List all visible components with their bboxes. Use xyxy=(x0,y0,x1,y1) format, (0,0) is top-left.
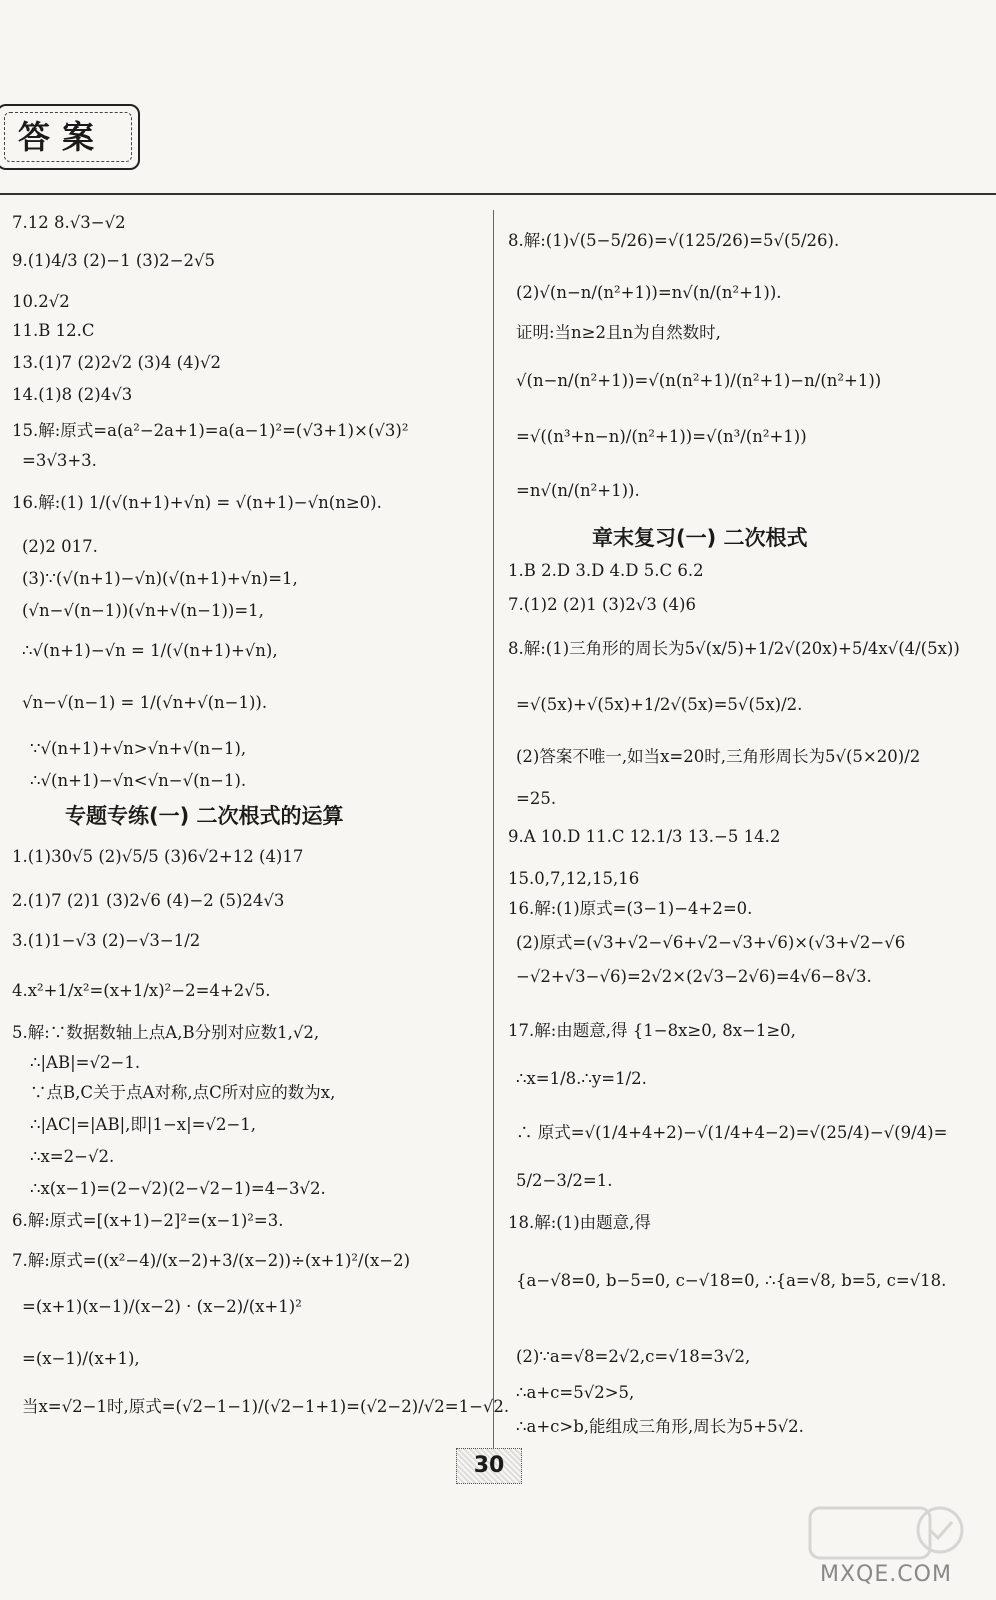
answer-line: (√n−√(n−1))(√n+√(n−1))=1, xyxy=(22,601,264,620)
answer-line: (2)原式=(√3+√2−√6+√2−√3+√6)×(√3+√2−√6 xyxy=(516,933,906,952)
answer-line: 15.0,7,12,15,16 xyxy=(508,869,640,888)
answer-line: 5/2−3/2=1. xyxy=(516,1171,613,1190)
answer-line: 13.(1)7 (2)2√2 (3)4 (4)√2 xyxy=(12,353,221,372)
answer-line: ∴a+c>b,能组成三角形,周长为5+5√2. xyxy=(516,1417,804,1436)
answer-line: ∴x=1/8.∴y=1/2. xyxy=(516,1069,647,1088)
answer-line: ∴|AB|=√2−1. xyxy=(30,1053,141,1072)
answer-line: 7.(1)2 (2)1 (3)2√3 (4)6 xyxy=(508,595,696,614)
answer-line: ∴ 原式=√(1/4+4+2)−√(1/4+4−2)=√(25/4)−√(9/4)= xyxy=(516,1123,948,1142)
answer-line: =√(5x)+√(5x)+1/2√(5x)=5√(5x)/2. xyxy=(516,695,803,714)
answer-line: 14.(1)8 (2)4√3 xyxy=(12,385,133,404)
answer-line: 4.x²+1/x²=(x+1/x)²−2=4+2√5. xyxy=(12,981,271,1000)
answer-line: √(n−n/(n²+1))=√(n(n²+1)/(n²+1)−n/(n²+1)) xyxy=(516,371,882,390)
answer-line: 17.解:由题意,得 {1−8x≥0, 8x−1≥0, xyxy=(508,1021,796,1040)
answer-line: 证明:当n≥2且n为自然数时, xyxy=(516,323,721,342)
page-number: 30 xyxy=(456,1448,522,1484)
column-divider xyxy=(493,210,494,1465)
header-rule xyxy=(0,193,996,195)
answer-line: =n√(n/(n²+1)). xyxy=(516,481,640,500)
answer-line: ∴a+c=5√2>5, xyxy=(516,1383,635,1402)
answer-line: =(x+1)(x−1)/(x−2) · (x−2)/(x+1)² xyxy=(22,1297,302,1316)
answer-line: ∴√(n+1)−√n = 1/(√(n+1)+√n), xyxy=(22,641,278,660)
answer-line: 2.(1)7 (2)1 (3)2√6 (4)−2 (5)24√3 xyxy=(12,891,285,910)
answer-line: 16.解:(1) 1/(√(n+1)+√n) = √(n+1)−√n(n≥0). xyxy=(12,493,382,512)
answer-line: 8.解:(1)√(5−5/26)=√(125/26)=5√(5/26). xyxy=(508,231,840,250)
section-title: 章末复习(一) 二次根式 xyxy=(592,526,808,550)
answer-line: (2)∵a=√8=2√2,c=√18=3√2, xyxy=(516,1347,751,1366)
section-title: 专题专练(一) 二次根式的运算 xyxy=(65,804,344,828)
answer-line: 当x=√2−1时,原式=(√2−1−1)/(√2−1+1)=(√2−2)/√2=1−√2. xyxy=(22,1397,510,1416)
answer-line: 1.B 2.D 3.D 4.D 5.C 6.2 xyxy=(508,561,704,580)
answer-line: 11.B 12.C xyxy=(12,321,95,340)
answer-line: 5.解:∵数据数轴上点A,B分别对应数1,√2, xyxy=(12,1023,320,1042)
answer-line: 3.(1)1−√3 (2)−√3−1/2 xyxy=(12,931,201,950)
answer-line: (3)∵(√(n+1)−√n)(√(n+1)+√n)=1, xyxy=(22,569,298,588)
answer-line: {a−√8=0, b−5=0, c−√18=0, ∴{a=√8, b=5, c=√18. xyxy=(516,1271,947,1290)
answer-line: ∴√(n+1)−√n<√n−√(n−1). xyxy=(30,771,247,790)
answer-line: 7.解:原式=((x²−4)/(x−2)+3/(x−2))÷(x+1)²/(x−2) xyxy=(12,1251,411,1270)
watermark-text: MXQE.COM xyxy=(820,1562,952,1587)
answer-line: 16.解:(1)原式=(3−1)−4+2=0. xyxy=(508,899,753,918)
answer-line: 1.(1)30√5 (2)√5/5 (3)6√2+12 (4)17 xyxy=(12,847,304,866)
answer-line: 10.2√2 xyxy=(12,292,70,311)
answer-line: −√2+√3−√6)=2√2×(2√3−2√6)=4√6−8√3. xyxy=(516,967,872,986)
answer-line: ∴x(x−1)=(2−√2)(2−√2−1)=4−3√2. xyxy=(30,1179,326,1198)
answer-line: 9.(1)4/3 (2)−1 (3)2−2√5 xyxy=(12,251,216,270)
answer-line: ∴x=2−√2. xyxy=(30,1147,115,1166)
answer-line: 9.A 10.D 11.C 12.1/3 13.−5 14.2 xyxy=(508,827,781,846)
answer-line: =25. xyxy=(516,789,557,808)
answer-line: (2)2 017. xyxy=(22,537,98,556)
answer-line: =√((n³+n−n)/(n²+1))=√(n³/(n²+1)) xyxy=(516,427,807,446)
answer-line: 18.解:(1)由题意,得 xyxy=(508,1213,651,1232)
answer-line: 8.解:(1)三角形的周长为5√(x/5)+1/2√(20x)+5/4x√(4/(5x)) xyxy=(508,639,960,658)
answer-line: √n−√(n−1) = 1/(√n+√(n−1)). xyxy=(22,693,268,712)
answer-line: =3√3+3. xyxy=(22,451,97,470)
answer-line: (2)答案不唯一,如当x=20时,三角形周长为5√(5×20)/2 xyxy=(516,747,921,766)
page-title: 答案 xyxy=(18,118,107,156)
answer-line: (2)√(n−n/(n²+1))=n√(n/(n²+1)). xyxy=(516,283,782,302)
answer-line: 7.12 8.√3−√2 xyxy=(12,213,126,232)
answer-line: =(x−1)/(x+1), xyxy=(22,1349,140,1368)
answer-line: ∴|AC|=|AB|,即|1−x|=√2−1, xyxy=(30,1115,257,1134)
answer-line: ∵点B,C关于点A对称,点C所对应的数为x, xyxy=(30,1083,336,1102)
answer-line: 6.解:原式=[(x+1)−2]²=(x−1)²=3. xyxy=(12,1211,284,1230)
answer-line: 15.解:原式=a(a²−2a+1)=a(a−1)²=(√3+1)×(√3)² xyxy=(12,421,409,440)
answer-line: ∵√(n+1)+√n>√n+√(n−1), xyxy=(30,739,247,758)
